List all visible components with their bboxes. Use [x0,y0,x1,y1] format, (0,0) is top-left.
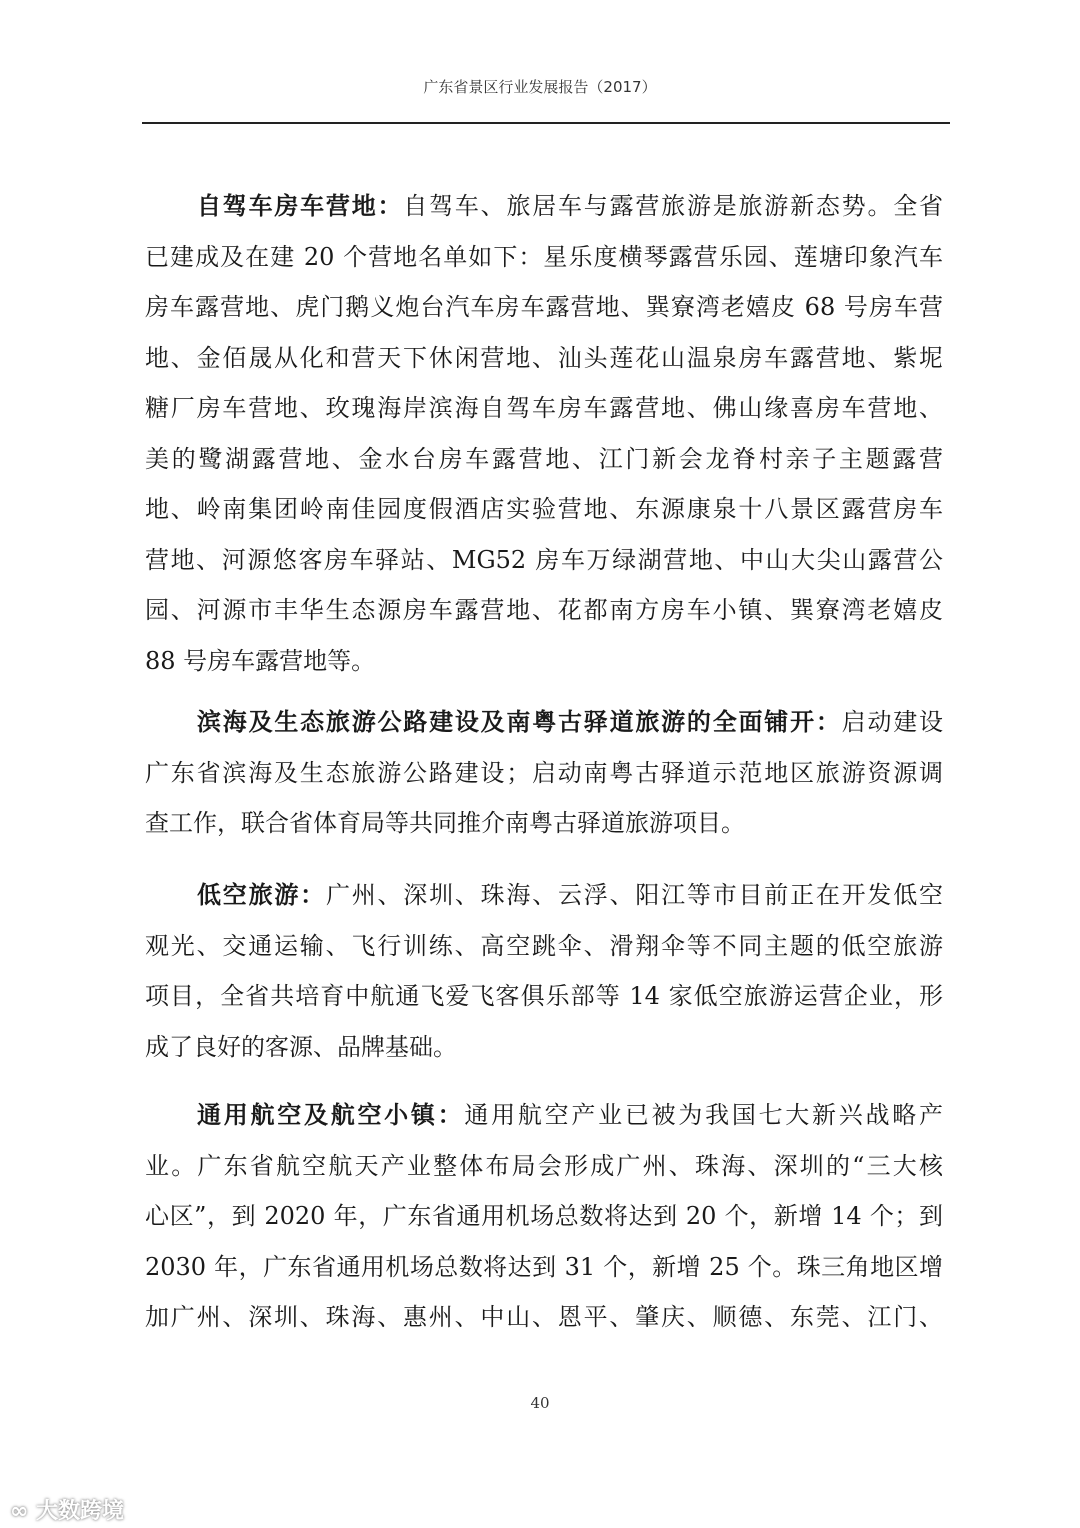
line-text: 地、金佰晟从化和营天下休闲营地、汕头莲花山温泉房车露营地、紫坭 [145,343,943,372]
paragraph-lead: 滨海及生态旅游公路建设及南粤古驿道旅游的全面铺开： [197,707,842,736]
line-text: 查工作，联合省体育局等共同推介南粤古驿道旅游项目。 [145,809,745,837]
text-line [145,383,943,434]
paragraph-lead: 通用航空及航空小镇： [197,1100,465,1129]
paragraph-lead: 自驾车房车营地： [197,191,404,220]
text-line [145,697,943,748]
line-text: 2030 年，广东省通用机场总数将达到 31 个，新增 25 个。珠三角地区增 [145,1252,943,1281]
line-text: 观光、交通运输、飞行训练、高空跳伞、滑翔伞等不同主题的低空旅游 [145,931,943,960]
line-text: 糖厂房车营地、玫瑰海岸滨海自驾车房车露营地、佛山缘喜房车营地、 [145,394,943,422]
text-line [145,1141,943,1192]
text-line [145,1090,943,1141]
line-text: 88 号房车露营地等。 [145,646,376,675]
paragraph [145,697,943,849]
running-header: 广东省景区行业发展报告（2017） [423,78,657,96]
text-line [145,1242,943,1293]
line-text: 房车露营地、虎门鹅义炮台汽车房车露营地、巽寮湾老嬉皮 68 号房车营 [145,293,943,321]
text-line [145,1292,943,1343]
text-line [145,748,943,799]
line-text: 广东省滨海及生态旅游公路建设；启动南粤古驿道示范地区旅游资源调 [145,758,943,787]
text-line [145,484,943,535]
text-line [145,434,943,485]
text-line [145,535,943,586]
line-text: 美的鹭湖露营地、金水台房车露营地、江门新会龙脊村亲子主题露营 [145,444,943,473]
line-text: 成了良好的客源、品牌基础。 [145,1032,457,1061]
line-text: 项目，全省共培育中航通飞爱飞客俱乐部等 14 家低空旅游运营企业，形 [145,982,943,1010]
line-text: 营地、河源悠客房车驿站、MG52 房车万绿湖营地、中山大尖山露营公 [145,545,943,574]
text-line [145,870,943,921]
line-text: 通用航空产业已被为我国七大新兴战略产 [464,1101,944,1129]
text-line [145,333,943,384]
text-line [145,282,943,333]
line-text: 已建成及在建 20 个营地名单如下：星乐度横琴露营乐园、莲塘印象汽车 [145,242,943,271]
text-line [145,585,943,636]
line-text: 园、河源市丰华生态源房车露营地、花都南方房车小镇、巽寮湾老嬉皮 [145,596,943,624]
line-text: 自驾车、旅居车与露营旅游是旅游新态势。全省 [403,192,944,220]
line-text: 业。广东省航空航天产业整体布局会形成广州、珠海、深圳的“三大核 [145,1151,943,1180]
line-text: 心区”，到 2020 年，广东省通用机场总数将达到 20 个，新增 14 个；到 [145,1202,943,1230]
text-line [145,1022,943,1073]
text-line [145,1191,943,1242]
watermark-text: 大数跨境 [36,1499,125,1524]
text-line [145,232,943,283]
text-line [145,921,943,972]
line-text: 广州、深圳、珠海、云浮、阳江等市目前正在开发低空 [325,881,944,909]
line-text: 加广州、深圳、珠海、惠州、中山、恩平、肇庆、顺德、东莞、江门、 [145,1303,943,1331]
line-text: 地、岭南集团岭南佳园度假酒店实验营地、东源康泉十八景区露营房车 [145,495,943,523]
text-line [145,181,943,232]
header-rule [142,122,950,124]
text-line [145,971,943,1022]
page-number: 40 [530,1394,550,1412]
text-line [145,636,943,687]
watermark-logo: ∞ 大数跨境 [10,1499,125,1524]
paragraph [145,1090,943,1343]
paragraph [145,870,943,1072]
text-line [145,798,943,849]
line-text: 启动建设 [841,708,944,736]
paragraph-lead: 低空旅游： [197,880,326,909]
paragraph [145,181,943,686]
